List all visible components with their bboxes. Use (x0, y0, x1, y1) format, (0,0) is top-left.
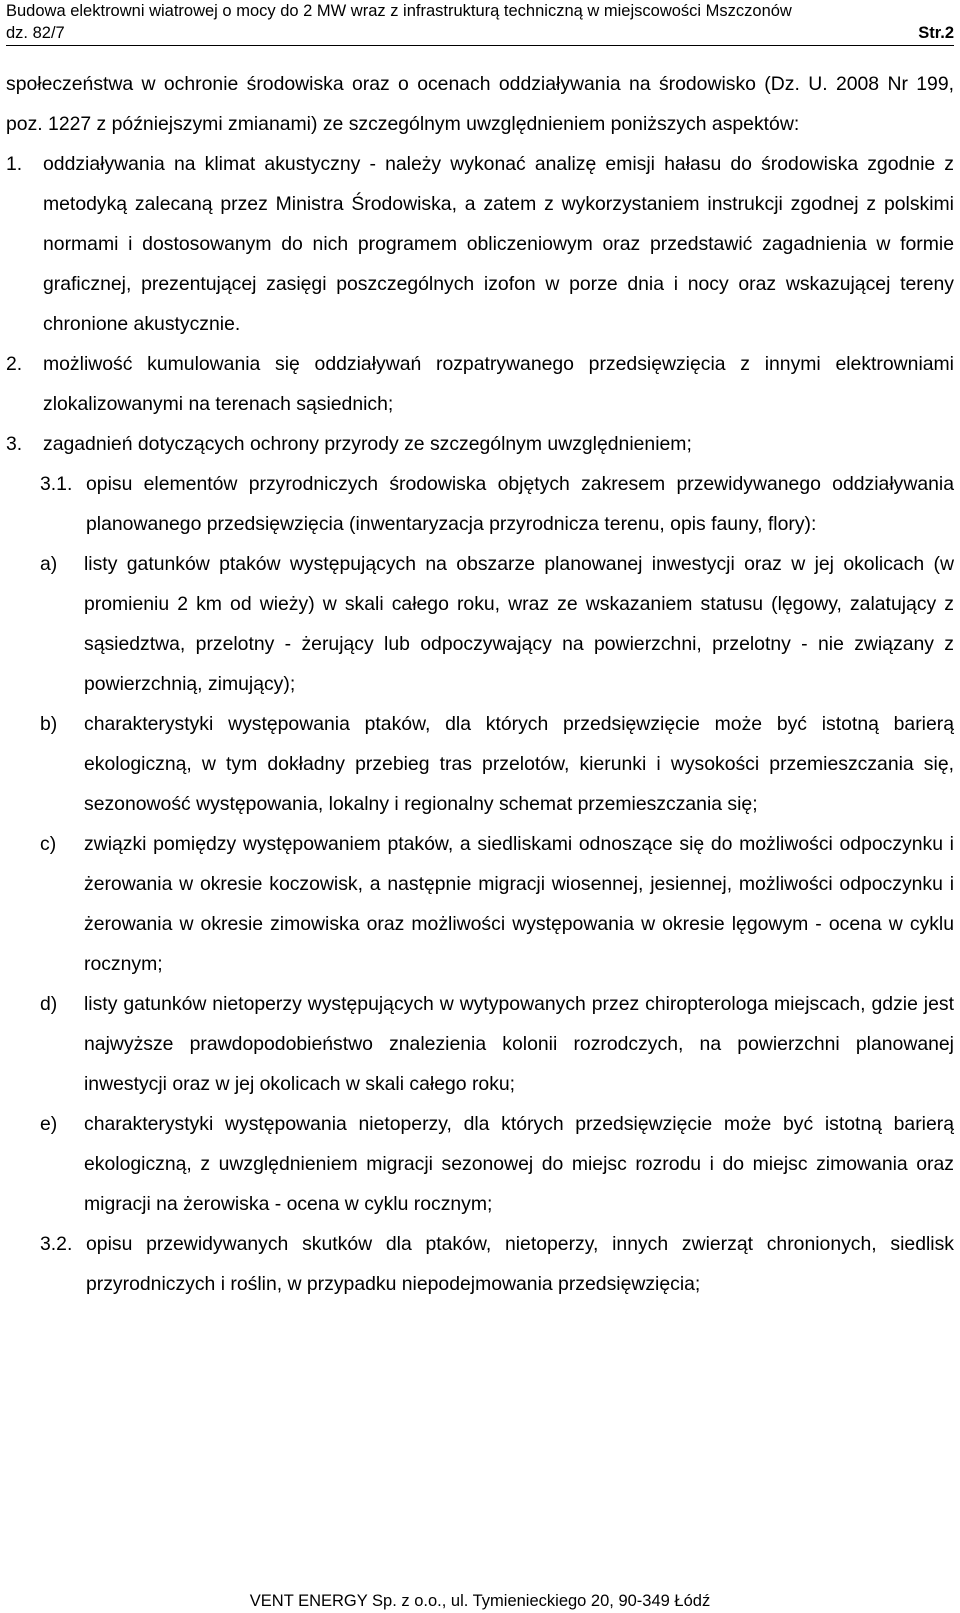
letter-item (6, 984, 954, 1104)
list-item (6, 424, 954, 464)
letter-item (6, 544, 954, 704)
letter-item (6, 824, 954, 984)
list-item-number: 2. (6, 353, 23, 375)
sub-list-item-text: opisu przewidywanych skutków dla ptaków, nietoperzy, innych zwierząt chronionych, siedlisk przyrodniczych i roślin, w przypadku niepodejmowania przedsięwzięcia; (86, 1233, 954, 1295)
letter-item-marker: b) (40, 713, 58, 735)
page-footer: VENT ENERGY Sp. z o.o., ul. Tymienieckiego 20, 90-349 Łódź (249, 1592, 711, 1610)
sub-list-item-number: 3.1. (40, 473, 73, 495)
intro-paragraph: społeczeństwa w ochronie środowiska oraz o ocenach oddziaływania na środowisko (Dz. U. 2008 Nr 199, poz. 1227 z późniejszymi zmianami) ze szczególnym uwzględnieniem poniższych aspektów: (6, 73, 954, 135)
sub-list-item-text: opisu elementów przyrodniczych środowiska objętych zakresem przewidywanego oddziaływania planowanego przedsięwzięcia (inwentaryzacja przyrodnicza terenu, opis fauny, flory): (86, 473, 954, 535)
list-item-number: 3. (6, 433, 23, 455)
letter-item-marker: a) (40, 553, 58, 575)
letter-item-text: listy gatunków nietoperzy występujących w wytypowanych przez chiropterologa miejscach, gdzie jest najwyższe prawdopodobieństwo znalezienia kolonii rozrodczych, na powierzchni planowanej inwestycji oraz w jej okolicach w skali całego roku; (84, 993, 954, 1095)
page-header (6, 0, 954, 44)
header-row (6, 22, 954, 44)
document-number: dz. 82/7 (6, 24, 65, 42)
document-body (6, 64, 954, 1304)
letter-item-marker: e) (40, 1113, 58, 1135)
document-title: Budowa elektrowni wiatrowej o mocy do 2 MW wraz z infrastrukturą techniczną w miejscowości Mszczonów (6, 2, 792, 20)
sub-list-item (6, 1224, 954, 1304)
letter-item-text: listy gatunków ptaków występujących na obszarze planowanej inwestycji oraz w jej okolicach (w promieniu 2 km od wieży) w skali całego roku, wraz ze wskazaniem statusu (lęgowy, zalatujący z sąsiedztwa, przelotny - żerujący lub odpoczywający na powierzchni, przelotny - nie związany z powierzchnią, zimujący); (84, 553, 954, 695)
list-item (6, 344, 954, 424)
list-item-text: możliwość kumulowania się oddziaływań rozpatrywanego przedsięwzięcia z innymi elektrowniami zlokalizowanymi na terenach sąsiednich; (43, 353, 954, 415)
list-item-text: zagadnień dotyczących ochrony przyrody ze szczególnym uwzględnieniem; (43, 433, 692, 455)
letter-item-marker: c) (40, 833, 57, 855)
sub-list-item (6, 464, 954, 544)
list-item-text: oddziaływania na klimat akustyczny - należy wykonać analizę emisji hałasu do środowiska zgodnie z metodyką zalecaną przez Ministra Środowiska, a zatem z wykorzystaniem instrukcji zgodnej z polskimi normami i dostosowanym do nich programem obliczeniowym oraz przedstawić zagadnienia w formie graficznej, prezentującej zasięgi poszczególnych izofon w porze dnia i nocy oraz wskazującej tereny chronione akustycznie. (43, 153, 954, 335)
list-item-number: 1. (6, 153, 23, 175)
letter-item (6, 1104, 954, 1224)
letter-item (6, 704, 954, 824)
page-number: Str.2 (918, 24, 954, 42)
letter-item-marker: d) (40, 993, 58, 1015)
sub-list-item-number: 3.2. (40, 1233, 73, 1255)
list-item (6, 144, 954, 344)
letter-item-text: związki pomiędzy występowaniem ptaków, a siedliskami odnoszące się do możliwości odpoczynku i żerowania w okresie koczowisk, a następnie migracji wiosennej, jesiennej, możliwości odpoczynku i żerowania w okresie zimowiska oraz możliwości występowania w okresie lęgowym - ocena w cyklu rocznym; (84, 833, 954, 975)
letter-item-text: charakterystyki występowania nietoperzy, dla których przedsięwzięcie może być istotną barierą ekologiczną, z uwzględnieniem migracji sezonowej do miejsc rozrodu i do miejsc zimowania oraz migracji na żerowiska - ocena w cyklu rocznym; (84, 1113, 954, 1215)
header-divider (6, 45, 954, 46)
letter-item-text: charakterystyki występowania ptaków, dla których przedsięwzięcie może być istotną barierą ekologiczną, w tym dokładny przebieg tras przelotów, kierunki i wysokości przemieszczania się, sezonowość występowania, lokalny i regionalny schemat przemieszczania się; (84, 713, 954, 815)
